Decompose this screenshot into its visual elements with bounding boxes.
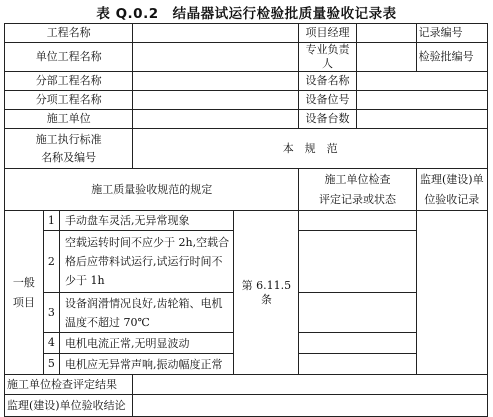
- item-number: 1: [43, 211, 59, 231]
- row-supervision-conclusion: [5, 395, 488, 417]
- supervision-record-cell[interactable]: [416, 211, 487, 375]
- project-name-field[interactable]: [133, 24, 299, 43]
- equipment-name-label: 设备名称: [299, 72, 356, 91]
- spec-header: 施工质量验收规范的规定: [5, 169, 299, 211]
- batch-no-label: 检验批编号: [416, 43, 487, 72]
- equipment-name-field[interactable]: [356, 72, 487, 91]
- project-manager-label: 项目经理: [299, 24, 356, 43]
- check-record-cell[interactable]: [299, 231, 416, 293]
- project-manager-field[interactable]: [356, 24, 416, 43]
- equipment-count-label: 设备台数: [299, 110, 356, 129]
- supervision-conclusion-field[interactable]: [133, 395, 488, 417]
- clause-reference: 第 6.11.5 条: [234, 211, 299, 375]
- subsection-field[interactable]: [133, 72, 299, 91]
- standard-value: 本 规 范: [133, 129, 488, 169]
- subitem-label: 分项工程名称: [5, 91, 133, 110]
- item-text: 设备润滑情况良好,齿轮箱、电机温度不超过 70℃: [60, 293, 234, 333]
- item-text: 电机应无异常声响,振动幅度正常: [60, 354, 234, 375]
- project-name-label: 工程名称: [5, 24, 133, 43]
- construction-result-label: 施工单位检查评定结果: [5, 375, 133, 395]
- unit-project-label: 单位工程名称: [5, 43, 133, 72]
- item-text: 空载运转时间不应少于 2h,空载合格后应带料试运行,试运行时间不少于 1h: [60, 231, 234, 293]
- row-subsection: [5, 72, 488, 91]
- row-project-name: [5, 24, 488, 43]
- record-no-label: 记录编号: [416, 24, 487, 43]
- row-construction-result: [5, 375, 488, 395]
- check-record-cell[interactable]: [299, 354, 416, 375]
- construction-unit-field[interactable]: [133, 110, 299, 129]
- category-general: 一般 项目: [5, 211, 44, 375]
- professional-leader-field[interactable]: [356, 43, 416, 72]
- construction-unit-label: 施工单位: [5, 110, 133, 129]
- item-number: 2: [43, 231, 59, 293]
- equipment-count-field[interactable]: [356, 110, 487, 129]
- check-record-cell[interactable]: [299, 333, 416, 354]
- row-construction-unit: [5, 110, 488, 129]
- supervision-conclusion-label: 监理(建设)单位验收结论: [5, 395, 133, 417]
- form-title: 表 Q.0.2 结晶器试运行检验批质量验收记录表: [96, 6, 397, 22]
- construction-result-field[interactable]: [133, 375, 488, 395]
- supervision-header: 监理(建设)单 位验收记录: [416, 169, 487, 211]
- item-number: 3: [43, 293, 59, 333]
- standard-label: 施工执行标准 名称及编号: [5, 129, 133, 169]
- professional-leader-label: 专业负责人: [299, 43, 356, 72]
- item-text: 电机电流正常,无明显波动: [60, 333, 234, 354]
- equipment-position-label: 设备位号: [299, 91, 356, 110]
- check-header: 施工单位检查 评定记录或状态: [299, 169, 416, 211]
- row-unit-project: [5, 43, 488, 72]
- equipment-position-field[interactable]: [356, 91, 487, 110]
- row-column-headers: [5, 169, 488, 211]
- row-subitem: [5, 91, 488, 110]
- item-text: 手动盘车灵活,无异常现象: [60, 211, 234, 231]
- check-record-cell[interactable]: [299, 293, 416, 333]
- check-record-cell[interactable]: [299, 211, 416, 231]
- inspection-record-table: [4, 23, 488, 417]
- item-number: 5: [43, 354, 59, 375]
- subsection-label: 分部工程名称: [5, 72, 133, 91]
- item-number: 4: [43, 333, 59, 354]
- row-standard: [5, 129, 488, 169]
- subitem-field[interactable]: [133, 91, 299, 110]
- table-row: [5, 211, 488, 231]
- unit-project-field[interactable]: [133, 43, 299, 72]
